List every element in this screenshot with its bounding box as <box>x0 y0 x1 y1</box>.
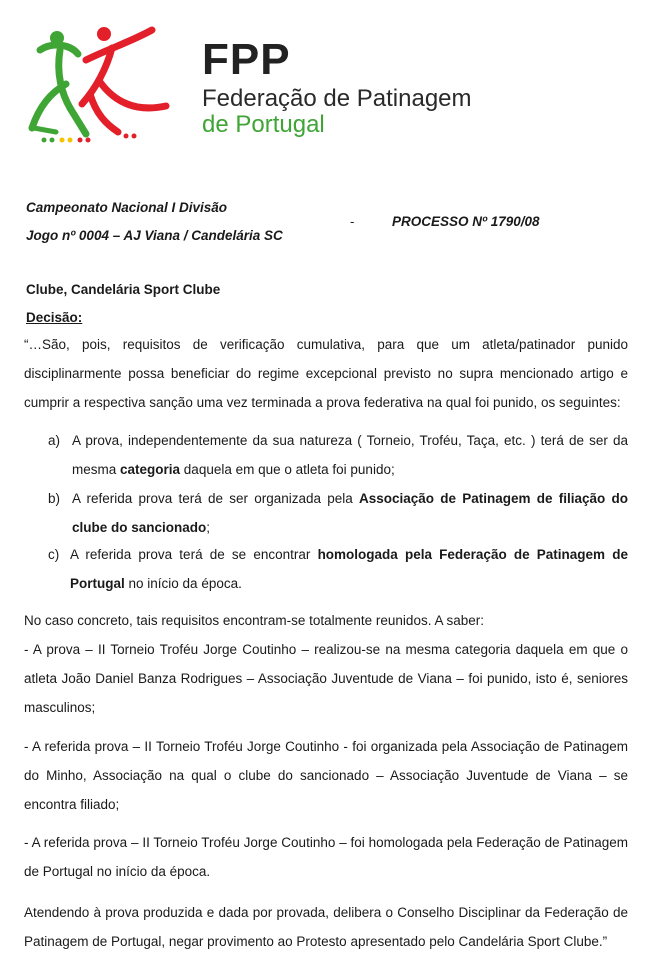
list-item-text: A referida prova terá de ser organizada pela Associação de Patinagem de filiação do clube do sancionado; <box>72 491 628 535</box>
list-item-text: A referida prova terá de se encontrar homologada pela Federação de Patinagem de Portugal no início da época. <box>70 547 628 591</box>
list-item <box>48 484 628 542</box>
conclusion-paragraph: Atendendo à prova produzida e dada por provada, delibera o Conselho Disciplinar da Federação de Patinagem de Portugal, negar provimento ao Protesto apresentado pelo Candelária Sport Clube.” <box>24 905 628 949</box>
list-item-label: a) <box>48 433 61 448</box>
brand-acronym: FPP <box>202 35 291 84</box>
point-paragraph: - A referida prova – II Torneio Troféu Jorge Coutinho - foi organizada pela Associação de Patinagem do Minho, Associação na qual o clube do sancionado – Associação Juventude de Viana – se encontra filiado; <box>24 739 628 812</box>
fpp-logo <box>26 24 174 148</box>
list-item-text: A prova, independentemente da sua natureza ( Torneio, Troféu, Taça, etc. ) terá de ser da mesma categoria daquela em que o atleta foi punido; <box>72 433 628 477</box>
list-item-label: c) <box>48 547 60 562</box>
brand-name-line1: Federação de Patinagem <box>202 85 472 112</box>
intro-paragraph: “…São, pois, requisitos de verificação cumulativa, para que um atleta/patinador punido disciplinarmente possa beneficiar do regime excepcional previsto no supra mencionado artigo e cumprir a respectiva sanção uma vez terminada a prova federativa na qual foi punido, os seguintes: <box>24 337 628 410</box>
decision-label: Decisão: <box>26 310 83 325</box>
list-item-label: b) <box>48 491 61 506</box>
point-paragraph: - A prova – II Torneio Troféu Jorge Coutinho – realizou-se na mesma categoria daquela em que o atleta João Daniel Banza Rodrigues – Associação Juventude de Viana – foi punido, isto é, seniores masculinos; <box>24 642 628 715</box>
club-name: Clube, Candelária Sport Clube <box>26 282 221 297</box>
brand-block <box>202 35 472 138</box>
process-number: PROCESSO Nº 1790/08 <box>392 214 540 229</box>
brand-name-line2: de Portugal <box>202 111 325 138</box>
list-item <box>48 426 628 484</box>
point-paragraph: - A referida prova – II Torneio Troféu Jorge Coutinho – foi homologada pela Federação de Patinagem de Portugal no início da época. <box>24 835 628 879</box>
skater-figures-icon <box>26 24 174 148</box>
list-item <box>48 540 628 598</box>
concrete-paragraph: No caso concreto, tais requisitos encontram-se totalmente reunidos. A saber: <box>24 613 484 628</box>
header-dash: - <box>350 214 355 229</box>
game-title: Jogo nº 0004 – AJ Viana / Candelária SC <box>26 228 283 243</box>
competition-title: Campeonato Nacional I Divisão <box>26 200 228 215</box>
